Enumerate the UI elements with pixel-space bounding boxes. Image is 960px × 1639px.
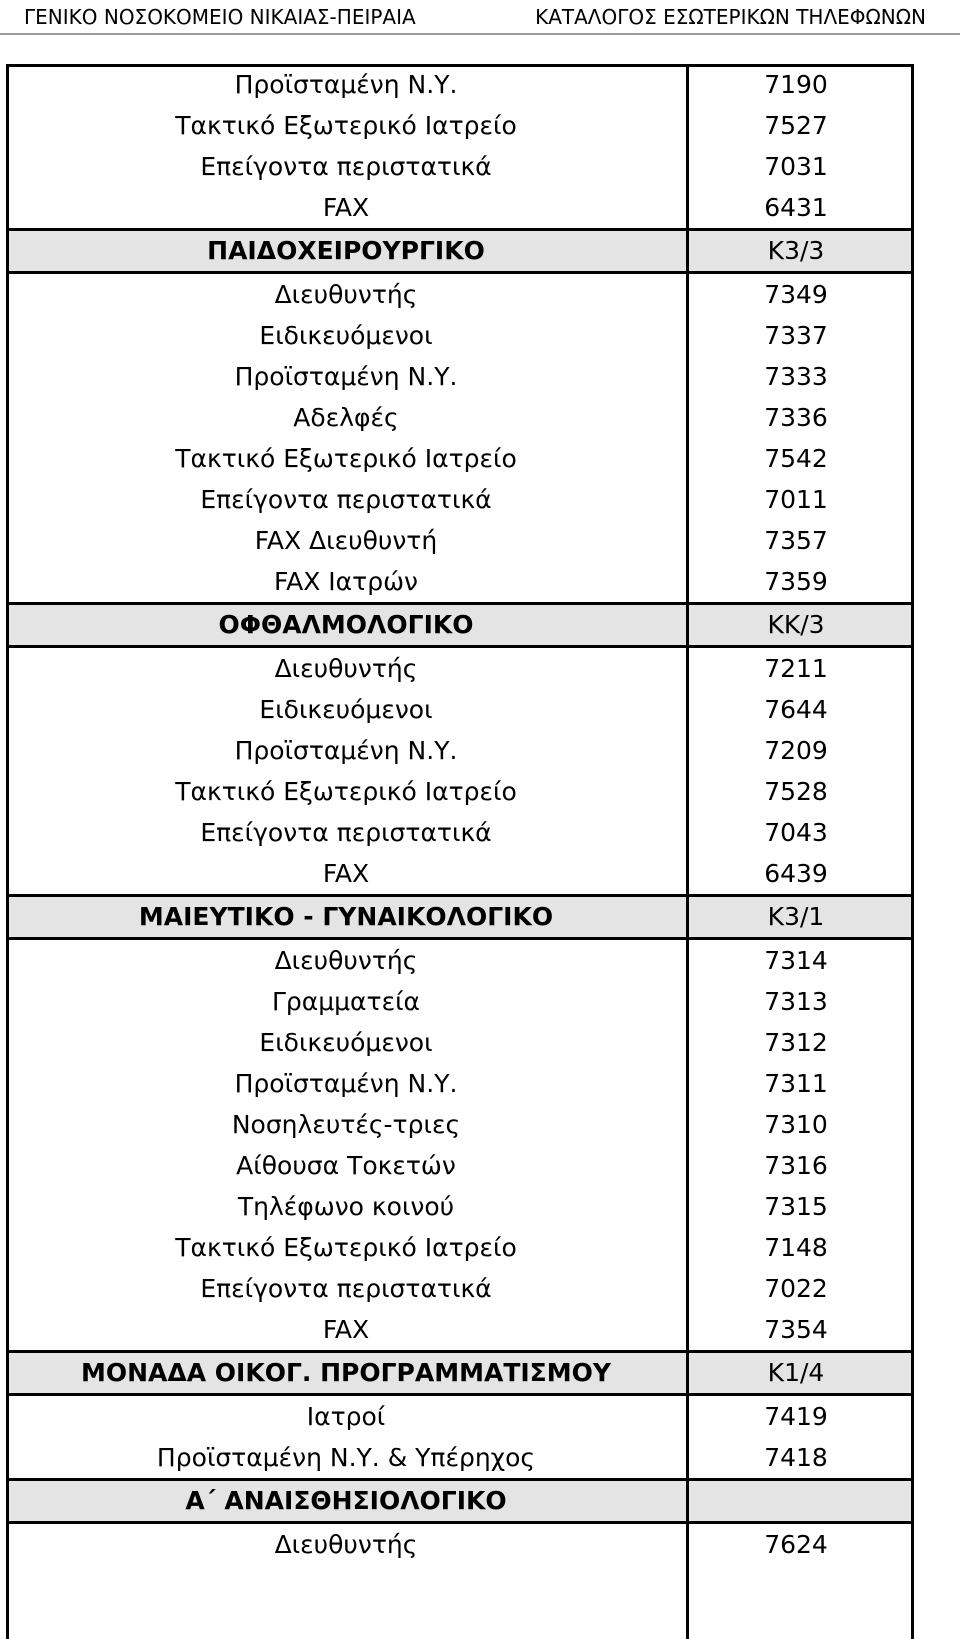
catalog-title: ΚΑΤΑΛΟΓΟΣ ΕΣΩΤΕΡΙΚΩΝ ΤΗΛΕΦΩΝΩΝ (535, 5, 926, 29)
table-row (6, 315, 914, 356)
table-row (6, 940, 914, 981)
phone-extension: 7527 (764, 111, 828, 140)
phone-extension: 7209 (764, 736, 828, 765)
page-header (0, 0, 960, 34)
row-divider (6, 228, 914, 231)
phone-extension: 6431 (764, 193, 828, 222)
contact-name: Τακτικό Εξωτερικό Ιατρείο (175, 1233, 517, 1262)
contact-name: Διευθυντής (274, 946, 418, 975)
phone-extension: 7312 (764, 1028, 828, 1057)
department-location (686, 1480, 914, 1524)
phone-extension: 7190 (764, 70, 828, 99)
contact-name: Προϊσταμένη Ν.Υ. (234, 362, 458, 391)
contact-name: Αδελφές (293, 403, 399, 432)
table-row (6, 356, 914, 397)
table-row (6, 1524, 914, 1565)
phone-extension: 7644 (764, 695, 828, 724)
table-row (6, 1063, 914, 1104)
table-row (6, 438, 914, 479)
table-row (6, 812, 914, 853)
table-row (6, 561, 914, 602)
contact-name: FAX (322, 859, 370, 888)
table-row (6, 771, 914, 812)
row-divider (6, 894, 914, 897)
table-row (6, 520, 914, 561)
phone-extension: 7419 (764, 1402, 828, 1431)
phone-extension: 7336 (764, 403, 828, 432)
contact-name: Τακτικό Εξωτερικό Ιατρείο (175, 777, 517, 806)
department-location: Κ3/1 (767, 902, 825, 931)
phone-extension: 7337 (764, 321, 828, 350)
contact-name: Αίθουσα Τοκετών (236, 1151, 456, 1180)
contact-name: Τακτικό Εξωτερικό Ιατρείο (175, 111, 517, 140)
table-row (6, 1268, 914, 1309)
row-divider (6, 1478, 914, 1481)
contact-name: Προϊσταμένη Ν.Υ. (234, 1069, 458, 1098)
department-name: ΜΟΝΑΔΑ ΟΙΚΟΓ. ΠΡΟΓΡΑΜΜΑΤΙΣΜΟΥ (81, 1358, 611, 1387)
contact-name: Διευθυντής (274, 1530, 418, 1559)
contact-name: Προϊσταμένη Ν.Υ. & Υπέρηχος (156, 1443, 536, 1472)
table-row (6, 1022, 914, 1063)
hospital-name: ΓΕΝΙΚΟ ΝΟΣΟΚΟΜΕΙΟ ΝΙΚΑΙΑΣ-ΠΕΙΡΑΙΑ (24, 5, 416, 29)
phone-extension: 7357 (764, 526, 828, 555)
contact-name: FAX (322, 193, 370, 222)
phone-directory-table (6, 64, 914, 1565)
row-divider (6, 1521, 914, 1524)
department-header-row (6, 1478, 914, 1524)
contact-name: Επείγοντα περιστατικά (200, 485, 492, 514)
table-row (6, 1186, 914, 1227)
row-divider (6, 645, 914, 648)
phone-extension: 7211 (764, 654, 828, 683)
phone-extension: 7022 (764, 1274, 828, 1303)
phone-extension: 7624 (764, 1530, 828, 1559)
row-divider (6, 937, 914, 940)
contact-name: FAX Ιατρών (274, 567, 418, 596)
department-location: Κ1/4 (767, 1358, 825, 1387)
contact-name: Ιατροί (306, 1402, 386, 1431)
phone-extension: 7315 (764, 1192, 828, 1221)
row-divider (6, 271, 914, 274)
table-row (6, 1437, 914, 1478)
table-row (6, 853, 914, 894)
row-divider (6, 602, 914, 605)
phone-extension: 7043 (764, 818, 828, 847)
phone-extension: 7031 (764, 152, 828, 181)
table-row (6, 730, 914, 771)
phone-extension: 7148 (764, 1233, 828, 1262)
table-row (6, 648, 914, 689)
header-divider (0, 33, 960, 35)
phone-extension: 7359 (764, 567, 828, 596)
department-header-row (6, 228, 914, 274)
contact-name: Διευθυντής (274, 280, 418, 309)
contact-name: FAX Διευθυντή (254, 526, 438, 555)
contact-name: FAX (322, 1315, 370, 1344)
contact-name: Επείγοντα περιστατικά (200, 152, 492, 181)
contact-name: Προϊσταμένη Ν.Υ. (234, 736, 458, 765)
department-header-row (6, 602, 914, 648)
table-row (6, 479, 914, 520)
contact-name: Προϊσταμένη Ν.Υ. (234, 70, 458, 99)
contact-name: Επείγοντα περιστατικά (200, 818, 492, 847)
table-row (6, 274, 914, 315)
table-row (6, 1227, 914, 1268)
phone-extension: 7310 (764, 1110, 828, 1139)
contact-name: Ειδικευόμενοι (259, 695, 433, 724)
department-name: ΜΑΙΕΥΤΙΚΟ - ΓΥΝΑΙΚΟΛΟΓΙΚΟ (138, 902, 554, 931)
phone-extension: 7316 (764, 1151, 828, 1180)
phone-extension: 7418 (764, 1443, 828, 1472)
phone-extension: 7349 (764, 280, 828, 309)
department-header-row (6, 894, 914, 940)
phone-extension: 7314 (764, 946, 828, 975)
phone-extension: 7528 (764, 777, 828, 806)
contact-name: Νοσηλευτές-τριες (231, 1110, 461, 1139)
table-row (6, 105, 914, 146)
phone-extension: 7011 (764, 485, 828, 514)
row-divider (6, 1350, 914, 1353)
phone-extension: 6439 (764, 859, 828, 888)
phone-extension: 7313 (764, 987, 828, 1016)
department-name: ΠΑΙΔΟΧΕΙΡΟΥΡΓΙΚΟ (207, 236, 485, 265)
table-row (6, 64, 914, 105)
phone-extension: 7311 (764, 1069, 828, 1098)
department-name: Α΄ ΑΝΑΙΣΘΗΣΙΟΛΟΓΙΚΟ (185, 1486, 507, 1515)
table-row (6, 1309, 914, 1350)
phone-extension: 7333 (764, 362, 828, 391)
contact-name: Ειδικευόμενοι (259, 1028, 433, 1057)
column-divider (686, 64, 689, 1639)
contact-name: Γραμματεία (271, 987, 421, 1016)
department-name: ΟΦΘΑΛΜΟΛΟΓΙΚΟ (218, 610, 474, 639)
table-row (6, 981, 914, 1022)
contact-name: Τηλέφωνο κοινού (237, 1192, 455, 1221)
table-row (6, 397, 914, 438)
table-row (6, 689, 914, 730)
table-row (6, 187, 914, 228)
contact-name: Διευθυντής (274, 654, 418, 683)
table-row (6, 1104, 914, 1145)
table-row (6, 1396, 914, 1437)
contact-name: Τακτικό Εξωτερικό Ιατρείο (175, 444, 517, 473)
phone-extension: 7354 (764, 1315, 828, 1344)
department-location: Κ3/3 (767, 236, 825, 265)
department-header-row (6, 1350, 914, 1396)
contact-name: Επείγοντα περιστατικά (200, 1274, 492, 1303)
contact-name: Ειδικευόμενοι (259, 321, 433, 350)
row-divider (6, 1393, 914, 1396)
phone-extension: 7542 (764, 444, 828, 473)
department-location: ΚΚ/3 (767, 610, 825, 639)
table-row (6, 1145, 914, 1186)
table-row (6, 146, 914, 187)
